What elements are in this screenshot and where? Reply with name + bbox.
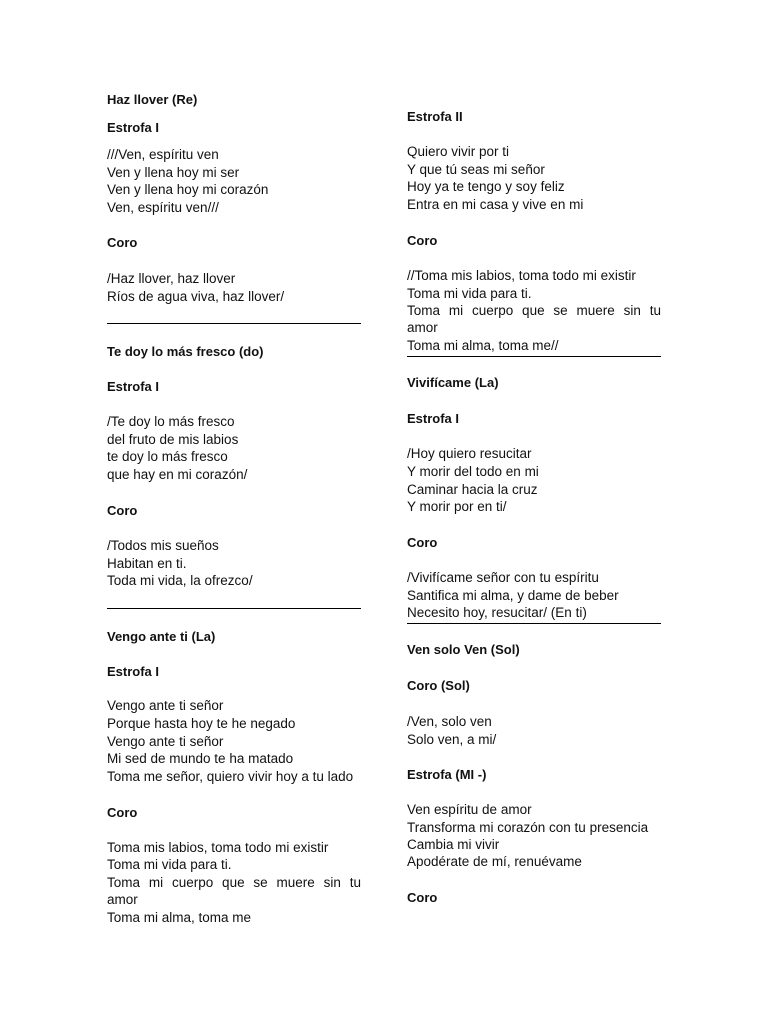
section-heading: Coro (407, 233, 438, 248)
lyric-line: Toma mis labios, toma todo mi existir (107, 840, 329, 855)
lyric-line: Toma mi alma, toma me// (407, 338, 559, 353)
section-heading: Estrofa (MI -) (407, 767, 487, 782)
lyric-line: /Haz llover, haz llover (107, 271, 236, 286)
section-divider (407, 356, 661, 357)
lyric-line: Cambia mi vivir (407, 837, 500, 852)
section-heading: Estrofa II (407, 109, 463, 124)
lyric-line: Apodérate de mí, renuévame (407, 854, 582, 869)
section-heading: Coro (Sol) (407, 678, 470, 693)
lyric-line: Toma mi cuerpo que se muere sin tu (407, 303, 661, 318)
lyric-line: Y que tú seas mi señor (407, 162, 545, 177)
lyric-line: Caminar hacia la cruz (407, 482, 538, 497)
lyric-line: Ven, espíritu ven/// (107, 200, 219, 215)
section-heading: Coro (107, 503, 138, 518)
section-heading: Coro (407, 890, 438, 905)
lyric-line: Santifica mi alma, y dame de beber (407, 588, 619, 603)
lyric-line: ///Ven, espíritu ven (107, 147, 219, 162)
section-heading: Estrofa I (107, 120, 160, 135)
song-title: Vivifícame (La) (407, 375, 499, 390)
section-heading: Coro (107, 805, 138, 820)
lyric-line: Ven y llena hoy mi corazón (107, 182, 269, 197)
lyric-line: Vengo ante ti señor (107, 734, 224, 749)
section-divider (107, 608, 361, 609)
section-heading: Coro (407, 535, 438, 550)
lyric-line: Ríos de agua viva, haz llover/ (107, 289, 285, 304)
section-heading: Estrofa I (107, 664, 160, 679)
lyric-line: te doy lo más fresco (107, 449, 228, 464)
lyric-line: Entra en mi casa y vive en mi (407, 197, 584, 212)
song-title: Vengo ante ti (La) (107, 629, 216, 644)
lyric-line: Toma me señor, quiero vivir hoy a tu lado (107, 769, 354, 784)
song-title: Ven solo Ven (Sol) (407, 642, 520, 657)
lyric-line: Hoy ya te tengo y soy feliz (407, 179, 565, 194)
lyric-line: //Toma mis labios, toma todo mi existir (407, 268, 636, 283)
lyric-line: Transforma mi corazón con tu presencia (407, 820, 649, 835)
lyric-line: que hay en mi corazón/ (107, 467, 248, 482)
lyric-line: Mi sed de mundo te ha matado (107, 751, 294, 766)
lyric-line: /Vivifícame señor con tu espíritu (407, 570, 599, 585)
lyric-line: Necesito hoy, resucitar/ (En ti) (407, 605, 587, 620)
section-divider (107, 323, 361, 324)
song-title: Te doy lo más fresco (do) (107, 344, 264, 359)
lyric-line: Solo ven, a mi/ (407, 732, 497, 747)
lyric-line: Quiero vivir por ti (407, 144, 510, 159)
lyric-line: /Te doy lo más fresco (107, 414, 235, 429)
section-heading: Estrofa I (107, 379, 160, 394)
lyric-line: Porque hasta hoy te he negado (107, 716, 296, 731)
lyric-line: del fruto de mis labios (107, 432, 239, 447)
song-title: Haz llover (Re) (107, 92, 198, 107)
lyric-line: amor (407, 320, 438, 335)
lyric-line: Vengo ante ti señor (107, 698, 224, 713)
section-heading: Coro (107, 235, 138, 250)
section-heading: Estrofa I (407, 411, 460, 426)
lyric-line: Y morir por en ti/ (407, 499, 507, 514)
lyric-line: /Hoy quiero resucitar (407, 446, 532, 461)
lyric-line: Habitan en ti. (107, 556, 187, 571)
lyric-line: Toma mi vida para ti. (107, 857, 232, 872)
lyric-line: Toda mi vida, la ofrezco/ (107, 573, 253, 588)
lyric-line: Toma mi cuerpo que se muere sin tu (107, 875, 361, 890)
lyric-line: Y morir del todo en mi (407, 464, 539, 479)
lyric-line: Ven espíritu de amor (407, 802, 532, 817)
lyric-line: Toma mi alma, toma me (107, 910, 252, 925)
lyric-line: /Todos mis sueños (107, 538, 219, 553)
lyric-line: /Ven, solo ven (407, 714, 492, 729)
lyric-line: Ven y llena hoy mi ser (107, 165, 240, 180)
section-divider (407, 623, 661, 624)
lyric-line: Toma mi vida para ti. (407, 286, 532, 301)
lyric-line: amor (107, 892, 138, 907)
